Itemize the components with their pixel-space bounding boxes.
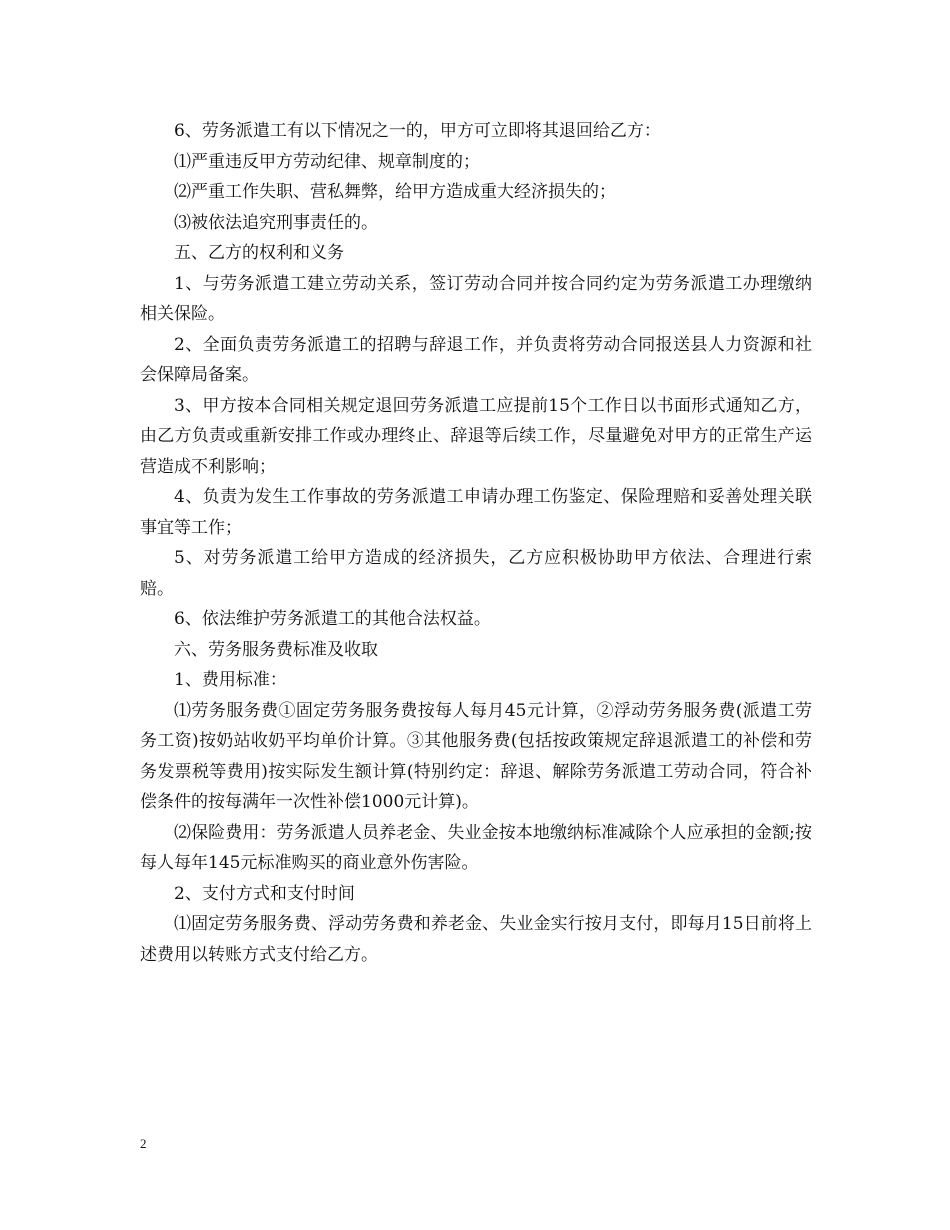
document-body <box>140 116 812 970</box>
paragraph: 4、负责为发生工作事故的劳务派遣工申请办理工伤鉴定、保险理赔和妥善处理关联事宜等工作； <box>140 487 812 538</box>
paragraph: 3、甲方按本合同相关规定退回劳务派遣工应提前15个工作日以书面形式通知乙方，由乙方负责或重新安排工作或办理终止、辞退等后续工作，尽量避免对甲方的正常生产运营造成不利影响； <box>140 395 812 477</box>
page-number: 2 <box>140 1136 147 1151</box>
paragraph: ⑴严重违反甲方劳动纪律、规章制度的； <box>174 151 480 172</box>
paragraph: 6、依法维护劳务派遣工的其他合法权益。 <box>174 609 491 629</box>
paragraph: 2、支付方式和支付时间 <box>174 883 355 904</box>
paragraph: 1、费用标准： <box>174 670 287 690</box>
paragraph: 2、全面负责劳务派遣工的招聘与辞退工作，并负责将劳动合同报送县人力资源和社会保障局备案。 <box>140 334 812 385</box>
paragraph: ⑵保险费用：劳务派遣人员养老金、失业金按本地缴纳标准减除个人应承担的金额;按每人每年145元标准购买的商业意外伤害险。 <box>140 822 812 873</box>
section-heading: 六、劳务服务费标准及收取 <box>174 639 378 660</box>
paragraph: ⑶被依法追究刑事责任的。 <box>174 212 378 233</box>
paragraph: 1、与劳务派遣工建立劳动关系，签订劳动合同并按合同约定为劳务派遣工办理缴纳相关保险。 <box>140 273 812 324</box>
paragraph: ⑴固定劳务服务费、浮动劳务费和养老金、失业金实行按月支付，即每月15日前将上述费用以转账方式支付给乙方。 <box>140 914 812 965</box>
paragraph: ⑵严重工作失职、营私舞弊，给甲方造成重大经济损失的； <box>174 182 616 202</box>
section-heading: 五、乙方的权利和义务 <box>174 243 344 263</box>
paragraph: 5、对劳务派遣工给甲方造成的经济损失，乙方应积极协助甲方依法、合理进行索赔。 <box>140 548 812 599</box>
paragraph: ⑴劳务服务费①固定劳务服务费按每人每月45元计算，②浮动劳务服务费(派遣工劳务工资)按奶站收奶平均单价计算。③其他服务费(包括按政策规定辞退派遣工的补偿和劳务发票税等费用)按实际发生额计算(特别约定：辞退、解除劳务派遣工劳动合同，符合补偿条件的按每满年一次性补偿1000元计算)。 <box>140 700 812 812</box>
paragraph: 6、劳务派遣工有以下情况之一的，甲方可立即将其退回给乙方： <box>174 121 661 141</box>
